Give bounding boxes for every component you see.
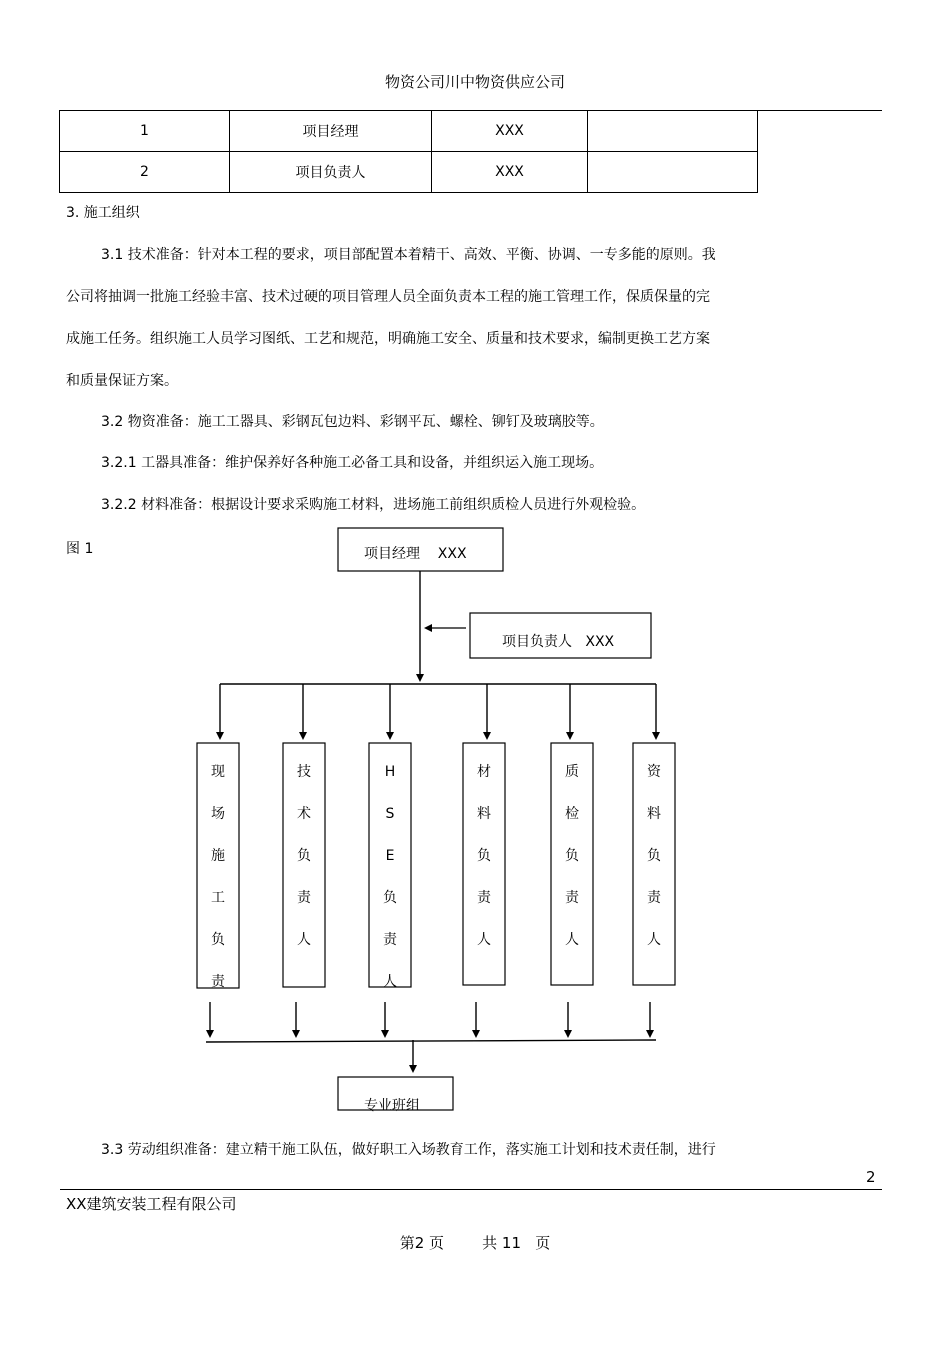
dept-char: 资	[647, 764, 661, 780]
table-cell-role: 项目负责人	[230, 152, 432, 193]
dept-char: 质	[565, 764, 579, 780]
footer-pagination: 第2 页 共 11 页	[399, 1234, 551, 1252]
dept-char: 人	[383, 974, 397, 990]
table-cell-note	[588, 152, 758, 193]
dept-char: 人	[647, 932, 661, 948]
table-cell-no: 2	[60, 152, 230, 193]
dept-char: 检	[565, 806, 579, 822]
page-number: 2	[866, 1168, 876, 1186]
section-heading: 3. 施工组织	[66, 205, 140, 221]
manager-label: 项目经理 XXX	[364, 546, 467, 562]
dept-char: 责	[297, 890, 311, 906]
figure-label: 图 1	[66, 541, 94, 557]
dept-char: 工	[211, 890, 225, 906]
dept-char: 负	[565, 848, 579, 864]
footer-rule	[60, 1189, 882, 1190]
team-label: 专业班组	[364, 1098, 420, 1114]
dept-char: 负	[297, 848, 311, 864]
table-row	[60, 152, 758, 193]
dept-char: 责	[477, 890, 491, 906]
dept-char: 责	[211, 974, 225, 990]
dept-char: 人	[297, 932, 311, 948]
table-cell-role: 项目经理	[230, 111, 432, 152]
dept-char: 负	[211, 932, 225, 948]
dept-char: 人	[477, 932, 491, 948]
paragraph-3-2-1: 3.2.1 工器具准备：维护保养好各种施工必备工具和设备，并组织运入施工现场。	[101, 455, 604, 471]
paragraph-3-1-line: 和质量保证方案。	[66, 373, 178, 389]
table-cell-no: 1	[60, 111, 230, 152]
page-header-title: 物资公司川中物资供应公司	[384, 73, 565, 91]
dept-char: 术	[297, 806, 311, 822]
dept-char: 负	[647, 848, 661, 864]
dept-char: H	[384, 764, 396, 780]
dept-char: 料	[477, 806, 491, 822]
paragraph-3-3: 3.3 劳动组织准备：建立精干施工队伍，做好职工入场教育工作，落实施工计划和技术责任制，进行	[101, 1142, 716, 1158]
dept-char: 责	[383, 932, 397, 948]
dept-char: 现	[211, 764, 225, 780]
dept-char: 人	[565, 932, 579, 948]
table-cell-name: XXX	[432, 111, 588, 152]
dept-char: 材	[477, 764, 491, 780]
dept-char: 料	[647, 806, 661, 822]
paragraph-3-1-line: 成施工任务。组织施工人员学习图纸、工艺和规范，明确施工安全、质量和技术要求，编制更换工艺方案	[66, 331, 710, 347]
dept-char: S	[385, 806, 395, 822]
dept-char: 场	[211, 806, 225, 822]
paragraph-3-1-line: 公司将抽调一批施工经验丰富、技术过硬的项目管理人员全面负责本工程的施工管理工作，保质保量的完	[66, 289, 710, 305]
org-chart	[0, 520, 950, 1120]
table-row	[60, 111, 758, 152]
dept-char: 施	[211, 848, 225, 864]
table-cell-name: XXX	[432, 152, 588, 193]
dept-char: 负	[383, 890, 397, 906]
paragraph-3-1-line: 3.1 技术准备：针对本工程的要求，项目部配置本着精干、高效、平衡、协调、一专多能的原则。我	[101, 247, 716, 263]
dept-char: 负	[477, 848, 491, 864]
staff-table	[59, 110, 758, 193]
dept-char: E	[385, 848, 395, 864]
bottom-bus-line	[206, 1040, 656, 1042]
dept-char: 技	[297, 764, 311, 780]
deputy-label: 项目负责人 XXX	[502, 634, 615, 650]
table-cell-note	[588, 111, 758, 152]
paragraph-3-2: 3.2 物资准备：施工工器具、彩钢瓦包边料、彩钢平瓦、螺栓、铆钉及玻璃胶等。	[101, 414, 604, 430]
dept-char: 责	[647, 890, 661, 906]
paragraph-3-2-2: 3.2.2 材料准备：根据设计要求采购施工材料，进场施工前组织质检人员进行外观检验。	[101, 497, 646, 513]
footer-company: XX建筑安装工程有限公司	[66, 1195, 237, 1213]
dept-char: 责	[565, 890, 579, 906]
